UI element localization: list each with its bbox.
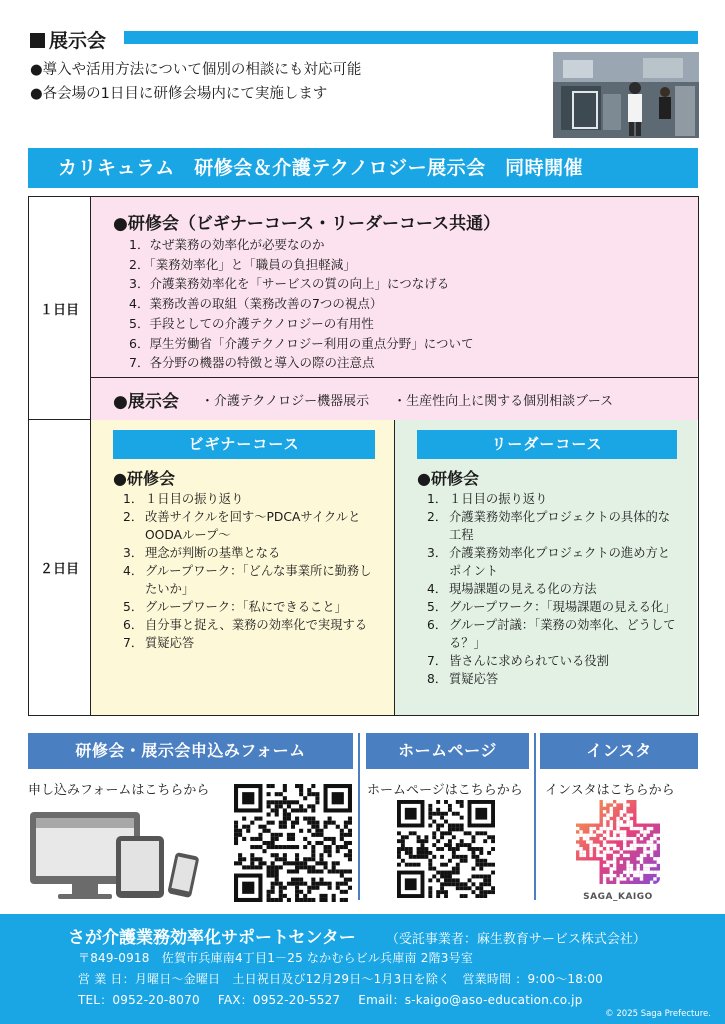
exhibition-rule (124, 31, 698, 44)
day1-exhibit-title: ●展示会 (113, 391, 179, 412)
list-item: 1． １日目の振り返り (427, 492, 548, 506)
list-item: 3． 介護業務効率化プロジェクトの進め方とポイント (427, 546, 671, 578)
day1-seminar-cell (91, 197, 698, 378)
exhibition-title: 展示会 (49, 30, 107, 52)
list-item: 3． 理念が判断の基準となる (123, 546, 281, 560)
exhibition-bullets (30, 58, 361, 106)
list-item: 4．業務改善の取組（業務改善の7つの視点） (129, 296, 383, 312)
curriculum-table (28, 196, 699, 716)
curriculum-banner: カリキュラム 研修会＆介護テクノロジー展示会 同時開催 (28, 148, 698, 188)
instagram-qr-code[interactable] (576, 800, 660, 884)
instagram-handle: SAGA_KAIGO (583, 892, 653, 902)
list-item: 8． 質疑応答 (427, 672, 499, 686)
exhibition-photo (553, 52, 699, 138)
leader-seminar-title: ●研修会 (417, 469, 479, 488)
exhibit-item: ・生産性向上に関する個別相談ブース (393, 393, 614, 409)
list-item: 1．なぜ業務の効率化が必要なのか (129, 237, 325, 252)
homepage-qr-code[interactable] (397, 800, 495, 898)
address: 〒849-0918 佐賀市兵庫南4丁目1－25 なかむらビル兵庫南 2階3号室 (78, 951, 474, 965)
leader-course-header: リーダーコース (417, 430, 677, 459)
day1-exhibit-cell (91, 378, 698, 420)
list-item: 7． 質疑応答 (123, 636, 195, 650)
list-item: 2．「業務効率化」と「職員の負担軽減」 (129, 256, 356, 272)
list-item: 4． 現場課題の見える化の方法 (427, 582, 597, 596)
form-qr-code[interactable] (234, 784, 352, 902)
day2-label: ２日目 (29, 420, 91, 715)
beginner-course-list (123, 490, 381, 652)
fax: FAX：0952-20-5527 (217, 993, 341, 1007)
exhibition-bullet: ●各会場の1日目に研修会場内にて実施します (30, 86, 328, 102)
exhibit-item: ・介護テクノロジー機器展示 (200, 393, 370, 409)
list-item: 5． グループワーク：「私にできること」 (123, 600, 347, 614)
email-link[interactable]: Email：s-kaigo@aso-education.co.jp (358, 993, 583, 1007)
list-item: 6． 自分事と捉え、業務の効率化で実現する (123, 618, 368, 632)
footer (0, 914, 725, 1024)
beginner-seminar-title: ●研修会 (113, 469, 175, 488)
beginner-course-header: ビギナーコース (113, 430, 375, 459)
list-item: 7．各分野の機器の特徴と導入の際の注意点 (129, 355, 375, 371)
list-item: 4． グループワーク：「どんな事業所に勤務したいか」 (123, 564, 372, 596)
square-bullet-icon (30, 33, 45, 48)
list-item: 6． グループ討議：「業務の効率化、どうしてる？」 (427, 618, 676, 650)
list-item: 2． 改善サイクルを回す〜PDCAサイクルとOODAループ〜 (123, 510, 361, 542)
devices-illustration (28, 810, 208, 906)
day1-seminar-title: ●研修会（ビギナーコース・リーダーコース共通） (113, 214, 501, 234)
homepage-sub-text: ホームページはこちらから (367, 783, 523, 798)
form-header: 研修会・展示会申込みフォーム (28, 733, 353, 769)
list-item: 2． 介護業務効率化プロジェクトの具体的な工程 (427, 510, 671, 542)
exhibition-heading (30, 26, 106, 53)
instagram-sub-text: インスタはこちらから (545, 783, 675, 798)
list-item: 5．手段としての介護テクノロジーの有用性 (129, 315, 374, 331)
homepage-header: ホームページ (366, 733, 529, 769)
phone: TEL：0952-20-8070 (78, 993, 200, 1007)
list-item: 6．厚生労働省「介護テクノロジー利用の重点分野」について (129, 335, 474, 351)
operator: （受託事業者：麻生教育サービス株式会社） (385, 932, 646, 947)
day1-label: １日目 (29, 197, 91, 420)
list-item: 1． １日目の振り返り (123, 492, 244, 506)
list-item: 5． グループワーク：「現場課題の見える化」 (427, 600, 676, 614)
divider (534, 733, 536, 900)
divider (358, 733, 360, 900)
exhibition-bullet: ●導入や活用方法について個別の相談にも対応可能 (30, 62, 362, 78)
instagram-header: インスタ (540, 733, 698, 769)
footer-org (68, 923, 646, 948)
day1-seminar-list (129, 235, 473, 373)
business-hours: 営 業 日：月曜日〜金曜日 土日祝日及び12月29日〜1月3日を除く 営業時間 ：9:00〜18:00 (78, 972, 603, 986)
beginner-course-cell (91, 420, 395, 715)
copyright: © 2025 Saga Prefecture. (605, 1009, 711, 1019)
org-name: さが介護業務効率化サポートセンター (68, 928, 356, 948)
leader-course-cell (395, 420, 697, 715)
list-item: 7． 皆さんに求められている役割 (427, 654, 609, 668)
contact-line (78, 991, 583, 1008)
leader-course-list (427, 490, 677, 688)
form-sub-text: 申し込みフォームはこちらから (28, 783, 210, 798)
list-item: 3．介護業務効率化を「サービスの質の向上」につなげる (129, 276, 450, 292)
